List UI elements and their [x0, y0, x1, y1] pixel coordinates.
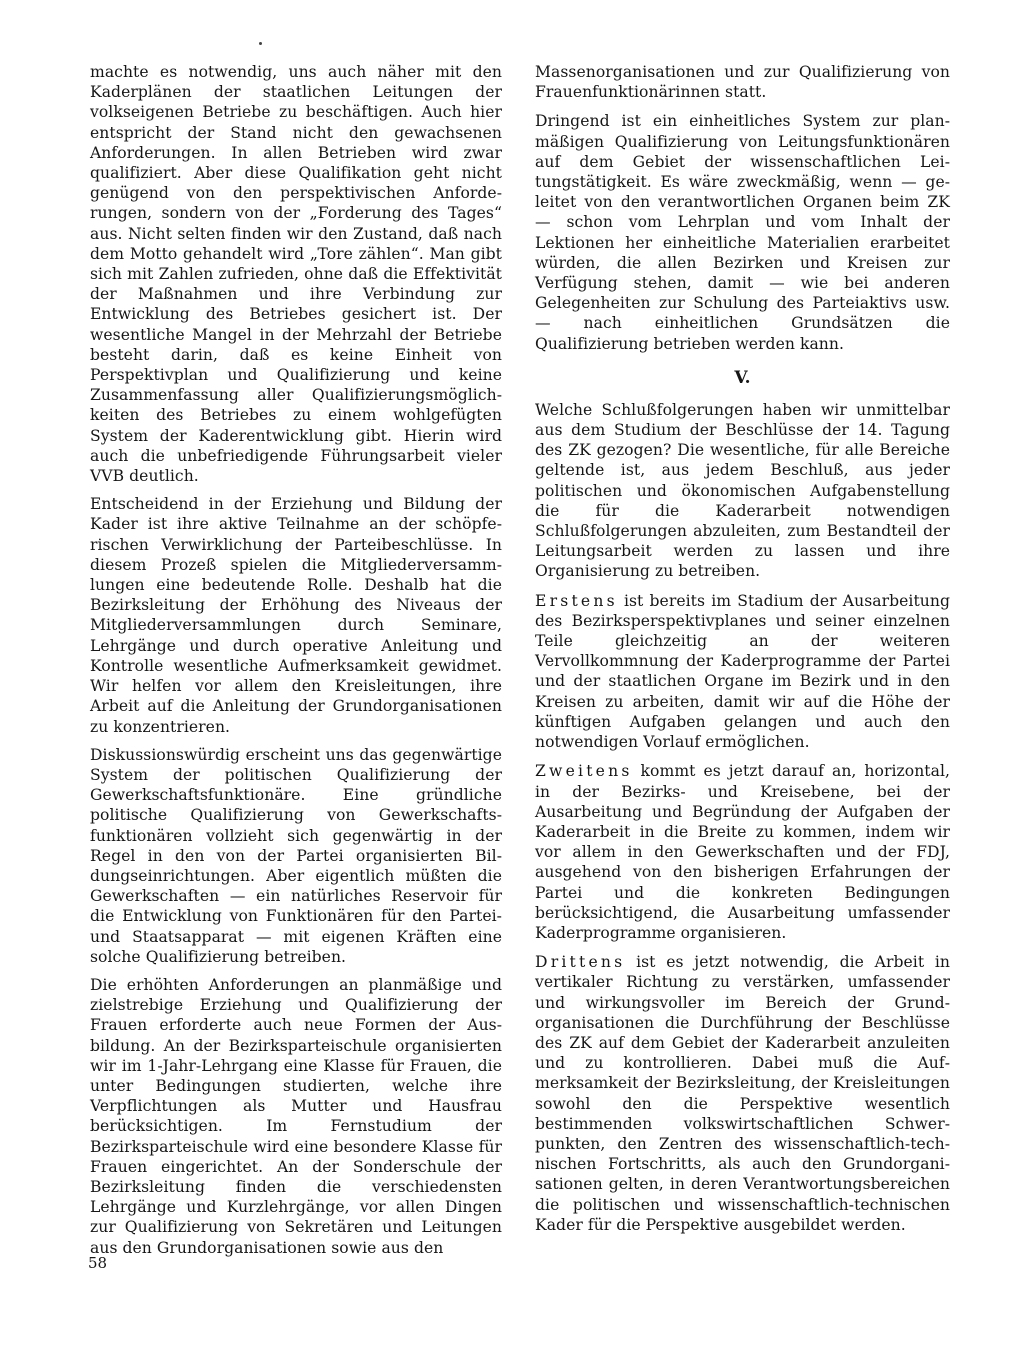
- section-heading-v: V.: [734, 367, 751, 388]
- paragraph-einheitliches-system: Dringend ist ein einheitliches System zur planmäßigen Qualifizierung von Leitungsfunktionären auf dem Gebiet der wissenschaftlichen Leitungstätigkeit. Es wäre zweckmäßig, wenn — geleitet von den verantwortlichen Organen beim ZK — schon vom Lehrplan und vom Inhalt der Lektionen her einheitliche Materialien erarbeitet würden, die allen Bezirken und Kreisen zur Verfügung stehen, damit — wie bei anderen Gelegenheiten zur Schulung des Parteiaktivs usw. — nach einheitlichen Grundsätzen die Qualifizierung betrieben werden kann.: [535, 112, 950, 353]
- paragraph-erstens: [535, 591, 950, 753]
- paragraph-massenorganisationen: Massenorganisationen und zur Qualifizierung von Frauenfunktionärinnen statt.: [535, 63, 950, 102]
- point-lead-erstens: Erstens: [535, 591, 618, 610]
- paragraph-erziehung-bildung: Entscheidend in der Erziehung und Bildung der Kader ist ihre aktive Teilnahme an der schöpferischen Verwirklichung der Parteibeschlüsse. In diesem Prozeß spielen die Mitgliederversammlungen eine bedeutende Rolle. Deshalb hat die Bezirksleitung der Erhöhung des Niveaus der Mitgliederversammlungen durch Seminare, Lehrgänge und durch operative Anleitung und Kontrolle wesentliche Aufmerksamkeit gewidmet. Wir helfen vor allem den Kreisleitungen, ihre Arbeit auf die Anleitung der Grundorganisationen zu konzentrieren.: [90, 495, 502, 736]
- point-lead-drittens: Drittens: [535, 953, 626, 972]
- left-column: [90, 62, 502, 1266]
- paragraph-zweitens: [535, 761, 950, 943]
- paragraph-schlussfolgerungen: Welche Schlußfolgerungen haben wir unmittelbar aus dem Studium der Beschlüsse der 14. Tagung des ZK gezogen? Die wesentliche, für alle Bereiche geltende ist, aus jedem Beschluß, aus jeder politischen und ökonomischen Aufgabenstellung die für die Kaderarbeit notwendigen Schlußfolgerungen abzuleiten, zum Bestandteil der Leitungsarbeit werden zu lassen und ihre Organisierung zu betreiben.: [535, 400, 950, 581]
- point-text-erstens: ist bereits im Stadium der Ausarbeitung des Bezirksperspektivplanes und seiner einzelnen Teile gleichzeitig an der weiteren Vervollkommnung der Kaderprogramme der Partei und der staatlichen Organe im Bezirk und in den Kreisen zu arbeiten, damit wir auf die Höhe der künftigen Aufgaben gelangen und auch den notwendigen Vorlauf ermöglichen.: [535, 591, 950, 752]
- point-text-zweitens: kommt es jetzt darauf an, horizontal, in der Bezirks- und Kreisebene, bei der Ausarbeitung und Begründung der Aufgaben der Kaderarbeit in die Breite zu kommen, indem wir vor allem in den Gewerkschaften und der FDJ, ausgehend von den bisherigen Erfahrungen der Partei und die konkreten Bedingungen berücksichtigend, die Ausarbeitung umfassender Kaderprogramme organisieren.: [535, 762, 950, 942]
- ink-speck: [259, 42, 262, 45]
- page-number: 58: [88, 1254, 108, 1272]
- point-text-drittens: ist es jetzt notwendig, die Arbeit in vertikaler Richtung zu verstärken, umfassender und wirkungsvoller im Bereich der Grundorganisationen die Durchführung der Beschlüsse des ZK auf dem Gebiet der Kaderarbeit anzuleiten und zu kontrollieren. Dabei muß die Aufmerksamkeit der Bezirksleitung, der Kreisleitungen sowohl den die Perspektive wesentlich bestimmenden volkswirtschaftlichen Schwerpunkten, den Zentren des wissenschaftlich-technischen Fortschritts, als auch den Grundorganisationen gelten, in deren Verantwortungsbereichen die politischen und wissenschaftlich-technischen Kader für die Perspektive ausgebildet werden.: [535, 953, 950, 1234]
- paragraph-frauen-qualifizierung: Die erhöhten Anforderungen an planmäßige und zielstrebige Erziehung und Qualifizierung der Frauen erforderte auch neue Formen der Ausbildung. An der Bezirksparteischule organisierten wir im 1-Jahr-Lehrgang eine Klasse für Frauen, die unter Bedingungen studierten, welche ihre Verpflichtungen als Mutter und Hausfrau berücksichtigen. Im Fernstudium der Bezirksparteischule wird eine besondere Klasse für Frauen eingerichtet. An der Sonderschule der Bezirksleitung finden die verschiedensten Lehrgänge und Kurzlehrgänge, vor allen Dingen zur Qualifizierung von Sekretären und Leitungen aus den Grundorganisationen sowie aus den: [90, 975, 502, 1257]
- paragraph-gewerkschaftsfunktionaere: Diskussionswürdig erscheint uns das gegenwärtige System der politischen Qualifizierung der Gewerkschaftsfunktionäre. Eine gründliche politische Qualifizierung von Gewerkschaftsfunktionären vollzieht sich gegenwärtig in der Regel in den von der Partei organisierten Bildungseinrichtungen. Aber eigentlich müßten die Gewerkschaften — ein natürliches Reservoir für die Entwicklung von Funktionären für den Partei- und Staatsapparat — mit eigenen Kräften eine solche Qualifizierung betreiben.: [90, 745, 502, 966]
- point-lead-zweitens: Zweitens: [535, 762, 633, 781]
- paragraph-kaderplaene: machte es notwendig, uns auch näher mit den Kaderplänen der staatlichen Leitungen der volkseigenen Betriebe zu beschäftigen. Auch hier entspricht der Stand nicht den gewachsenen Anforderungen. In allen Betrieben wird zwar qualifiziert. Aber diese Qualifikation geht nicht genügend von den perspektivischen Anforderungen, sondern von der „Forderung des Tages“ aus. Nicht selten finden wir den Zustand, daß nach dem Motto gehandelt wird „Tore zählen“. Man gibt sich mit Zahlen zufrieden, ohne daß die Effektivität der Maßnahmen und ihre Verbindung zur Entwicklung des Betriebes gesichert ist. Der wesentliche Mangel in der Mehrzahl der Betriebe besteht darin, daß es keine Einheit von Perspektivplan und Qualifizierung und keine Zusammenfassung aller Qualifizierungsmöglichkeiten des Betriebes zu einem wohlgefügten System der Kaderentwicklung gibt. Hierin wird auch die unbefriedigende Führungsarbeit vieler VVB deutlich.: [90, 63, 502, 486]
- paragraph-drittens: [535, 952, 950, 1235]
- right-column: [535, 62, 950, 1244]
